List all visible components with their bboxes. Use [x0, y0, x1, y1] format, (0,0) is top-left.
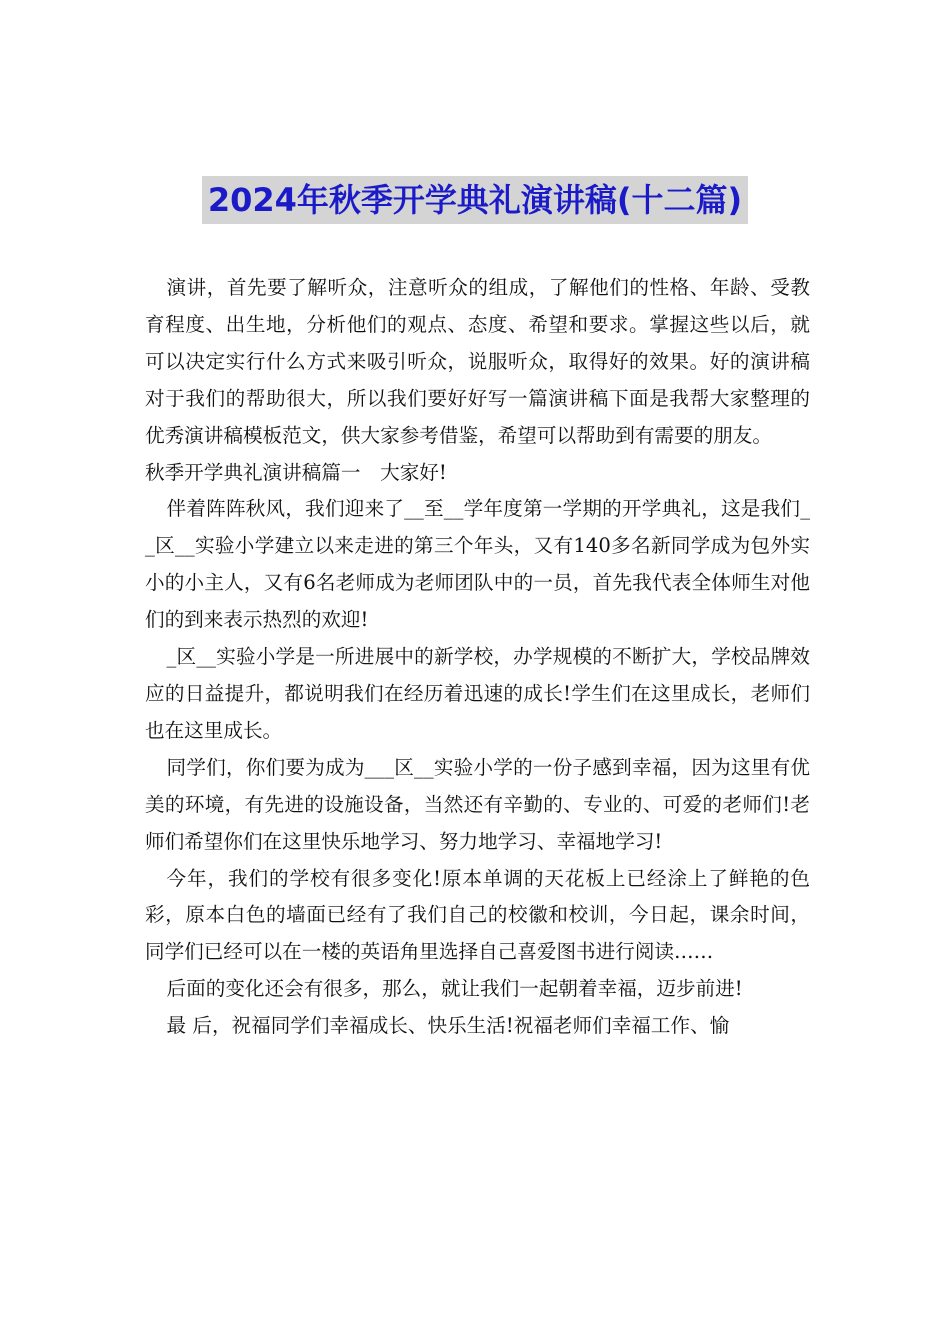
body-paragraph: 后面的变化还会有很多，那么，就让我们一起朝着幸福，迈步前进! — [166, 977, 743, 1001]
body-paragraph: 同学们，你们要为成为___区__实验小学的一份子感到幸福，因为这里有优美的环境，有先进的设施设备，当然还有辛勤的、专业的、可爱的老师们!老师们希望你们在这里快乐地学习、努力地学习、幸福地学习! — [145, 755, 810, 853]
title-container — [0, 176, 950, 224]
body-paragraph: 伴着阵阵秋风，我们迎来了__至__学年度第一学期的开学典礼，这是我们__区__实验小学建立以来走进的第三个年头，又有140多名新同学成为包外实小的小主人，又有6名老师成为老师团队中的一员，首先我代表全体师生对他们的到来表示热烈的欢迎! — [145, 497, 810, 632]
body-paragraph: _区__实验小学是一所进展中的新学校，办学规模的不断扩大，学校品牌效应的日益提升，都说明我们在经历着迅速的成长!学生们在这里成长，老师们也在这里成长。 — [145, 645, 810, 742]
document-body — [145, 270, 810, 1045]
body-paragraph: 今年，我们的学校有很多变化!原本单调的天花板上已经涂上了鲜艳的色彩，原本白色的墙面已经有了我们自己的校徽和校训，今日起，课余时间，同学们已经可以在一楼的英语角里选择自己喜爱图书进行阅读…… — [145, 866, 810, 964]
section-heading: 秋季开学典礼演讲稿篇一 大家好! — [145, 460, 447, 484]
intro-paragraph: 演讲，首先要了解听众，注意听众的组成，了解他们的性格、年龄、受教育程度、出生地，分析他们的观点、态度、希望和要求。掌握这些以后，就可以决定实行什么方式来吸引听众，说服听众，取得好的效果。好的演讲稿对于我们的帮助很大，所以我们要好好写一篇演讲稿下面是我帮大家整理的优秀演讲稿模板范文，供大家参考借鉴，希望可以帮助到有需要的朋友。 — [145, 276, 810, 447]
document-title: 2024年秋季开学典礼演讲稿(十二篇) — [202, 176, 748, 224]
body-paragraph: 最 后，祝福同学们幸福成长、快乐生活!祝福老师们幸福工作、愉 — [166, 1014, 730, 1038]
